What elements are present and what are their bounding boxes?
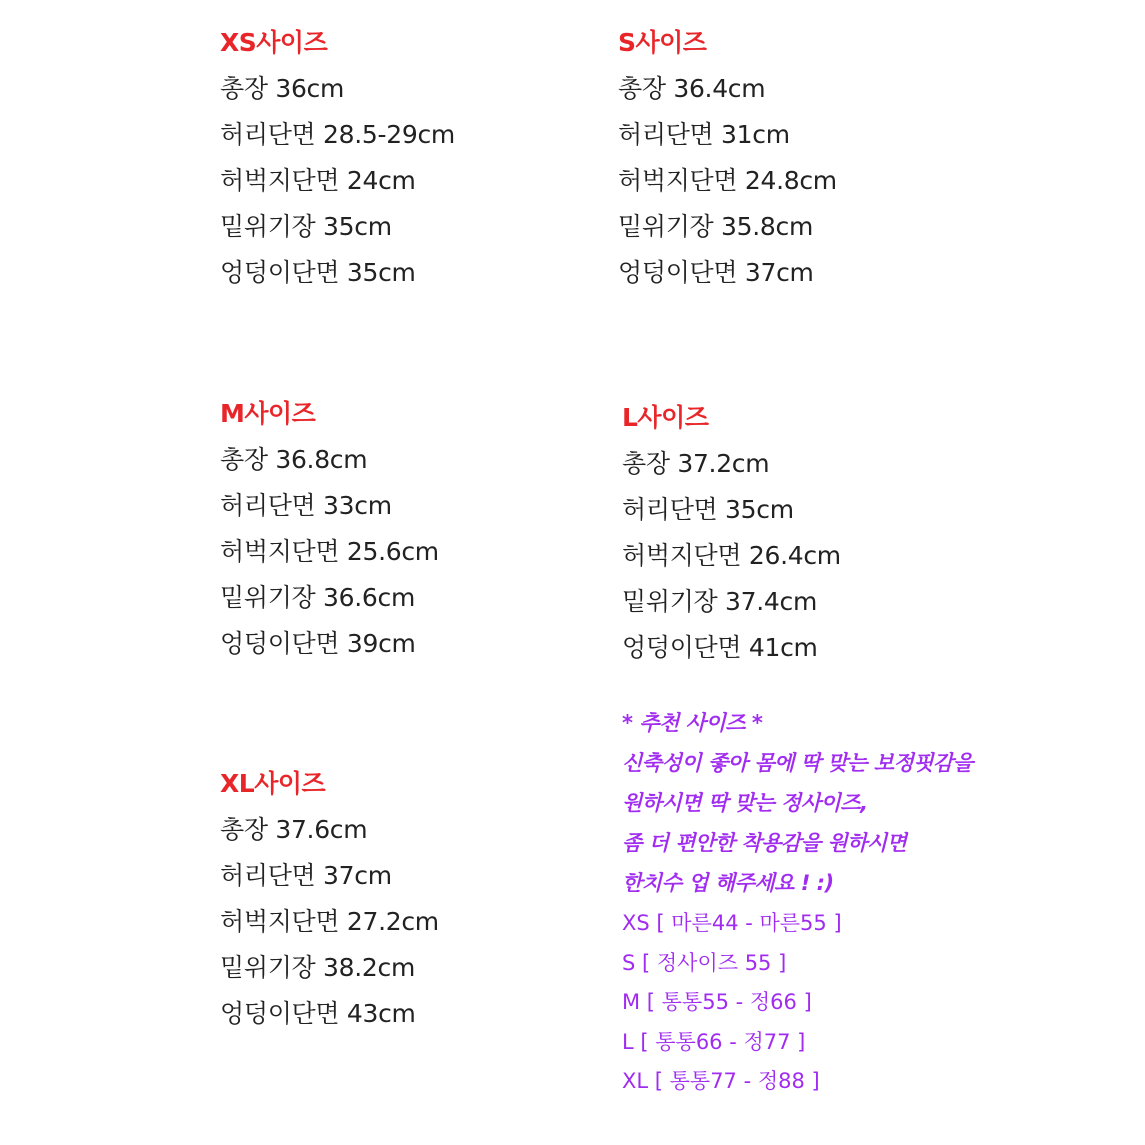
size-title-s: S사이즈: [618, 28, 707, 57]
size-block-m: [220, 400, 439, 676]
measure-rise: 밑위기장 35.8cm: [618, 212, 814, 241]
measure-hip: 엉덩이단면 41cm: [622, 633, 818, 662]
measure-waist: 허리단면 37cm: [220, 861, 392, 890]
measure-length: 총장 36.4cm: [618, 74, 766, 103]
size-block-l: [622, 404, 841, 680]
recommend-text-line: 좀 더 편안한 착용감을 원하시면: [622, 831, 907, 855]
recommend-size-s: S [ 정사이즈 55 ]: [622, 950, 787, 975]
recommend-text-line: 원하시면 딱 맞는 정사이즈,: [622, 791, 868, 815]
size-block-xl: [220, 770, 439, 1046]
recommend-size-xs: XS [ 마른44 - 마른55 ]: [622, 911, 842, 935]
measure-thigh: 허벅지단면 25.6cm: [220, 537, 439, 566]
recommend-size-l: L [ 통통66 - 정77 ]: [622, 1029, 806, 1054]
measure-rise: 밑위기장 38.2cm: [220, 953, 416, 982]
measure-thigh: 허벅지단면 26.4cm: [622, 541, 841, 570]
measure-length: 총장 36.8cm: [220, 445, 368, 474]
measure-length: 총장 37.6cm: [220, 815, 368, 844]
size-title-m: M사이즈: [220, 399, 316, 428]
measure-waist: 허리단면 28.5-29cm: [220, 120, 455, 149]
recommend-text-line: 한치수 업 해주세요 ! :): [622, 871, 834, 895]
measure-hip: 엉덩이단면 35cm: [220, 258, 416, 287]
size-block-s: [618, 29, 837, 305]
measure-thigh: 허벅지단면 27.2cm: [220, 907, 439, 936]
measure-waist: 허리단면 31cm: [618, 120, 790, 149]
size-title-xl: XL사이즈: [220, 769, 326, 798]
recommend-size-m: M [ 통통55 - 정66 ]: [622, 990, 812, 1014]
recommendation-note: [622, 710, 973, 1108]
measure-length: 총장 36cm: [220, 74, 345, 103]
measure-waist: 허리단면 35cm: [622, 495, 794, 524]
size-title-xs: XS사이즈: [220, 28, 328, 57]
measure-waist: 허리단면 33cm: [220, 491, 392, 520]
measure-rise: 밑위기장 37.4cm: [622, 587, 818, 616]
recommend-size-xl: XL [ 통통77 - 정88 ]: [622, 1069, 820, 1093]
recommend-text-line: 신축성이 좋아 몸에 딱 맞는 보정핏감을: [622, 751, 973, 775]
measure-length: 총장 37.2cm: [622, 449, 770, 478]
size-title-l: L사이즈: [622, 403, 709, 432]
measure-thigh: 허벅지단면 24cm: [220, 166, 416, 195]
measure-hip: 엉덩이단면 39cm: [220, 629, 416, 658]
measure-thigh: 허벅지단면 24.8cm: [618, 166, 837, 195]
measure-rise: 밑위기장 36.6cm: [220, 583, 416, 612]
recommend-heading: * 추천 사이즈 *: [622, 711, 763, 735]
size-block-xs: [220, 29, 455, 305]
measure-hip: 엉덩이단면 43cm: [220, 999, 416, 1028]
measure-rise: 밑위기장 35cm: [220, 212, 392, 241]
measure-hip: 엉덩이단면 37cm: [618, 258, 814, 287]
